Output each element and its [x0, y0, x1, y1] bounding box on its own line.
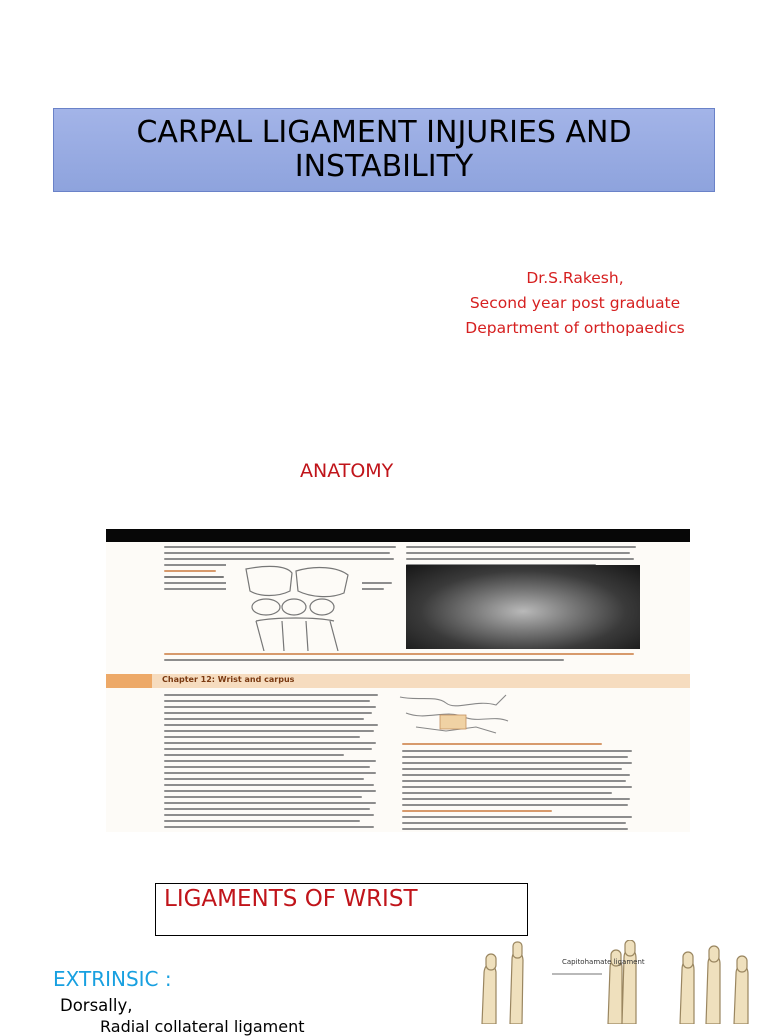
- anatomy-heading: ANATOMY: [300, 460, 394, 482]
- author-position: Second year post graduate: [469, 294, 681, 312]
- partial-bullet-text: Radial collateral ligament: [100, 1017, 305, 1036]
- ligament-diagram: [386, 691, 520, 739]
- author-name: Dr.S.Rakesh,: [526, 269, 624, 287]
- figure-label: Capitohamate ligament: [562, 958, 645, 966]
- wrist-bones-diagram: [226, 563, 362, 651]
- wrist-xray-image: [406, 565, 640, 649]
- chapter-tab: [106, 674, 152, 688]
- textbook-excerpt-image: [106, 529, 690, 832]
- author-department: Department of orthopaedics: [465, 319, 685, 337]
- title-banner: [53, 108, 715, 192]
- extrinsic-label: EXTRINSIC :: [53, 967, 172, 991]
- chapter-header-text: Chapter 12: Wrist and carpus: [162, 675, 295, 684]
- ligaments-heading-box: [155, 883, 528, 936]
- dorsally-label: Dorsally,: [60, 996, 133, 1015]
- ligaments-heading: LIGAMENTS OF WRIST: [164, 886, 418, 912]
- hand-bones-illustration: [470, 940, 768, 1024]
- image-top-bar: [106, 529, 690, 542]
- slide-title-line-2: INSTABILITY: [294, 149, 474, 184]
- slide-title-line-1: CARPAL LIGAMENT INJURIES AND: [136, 115, 632, 150]
